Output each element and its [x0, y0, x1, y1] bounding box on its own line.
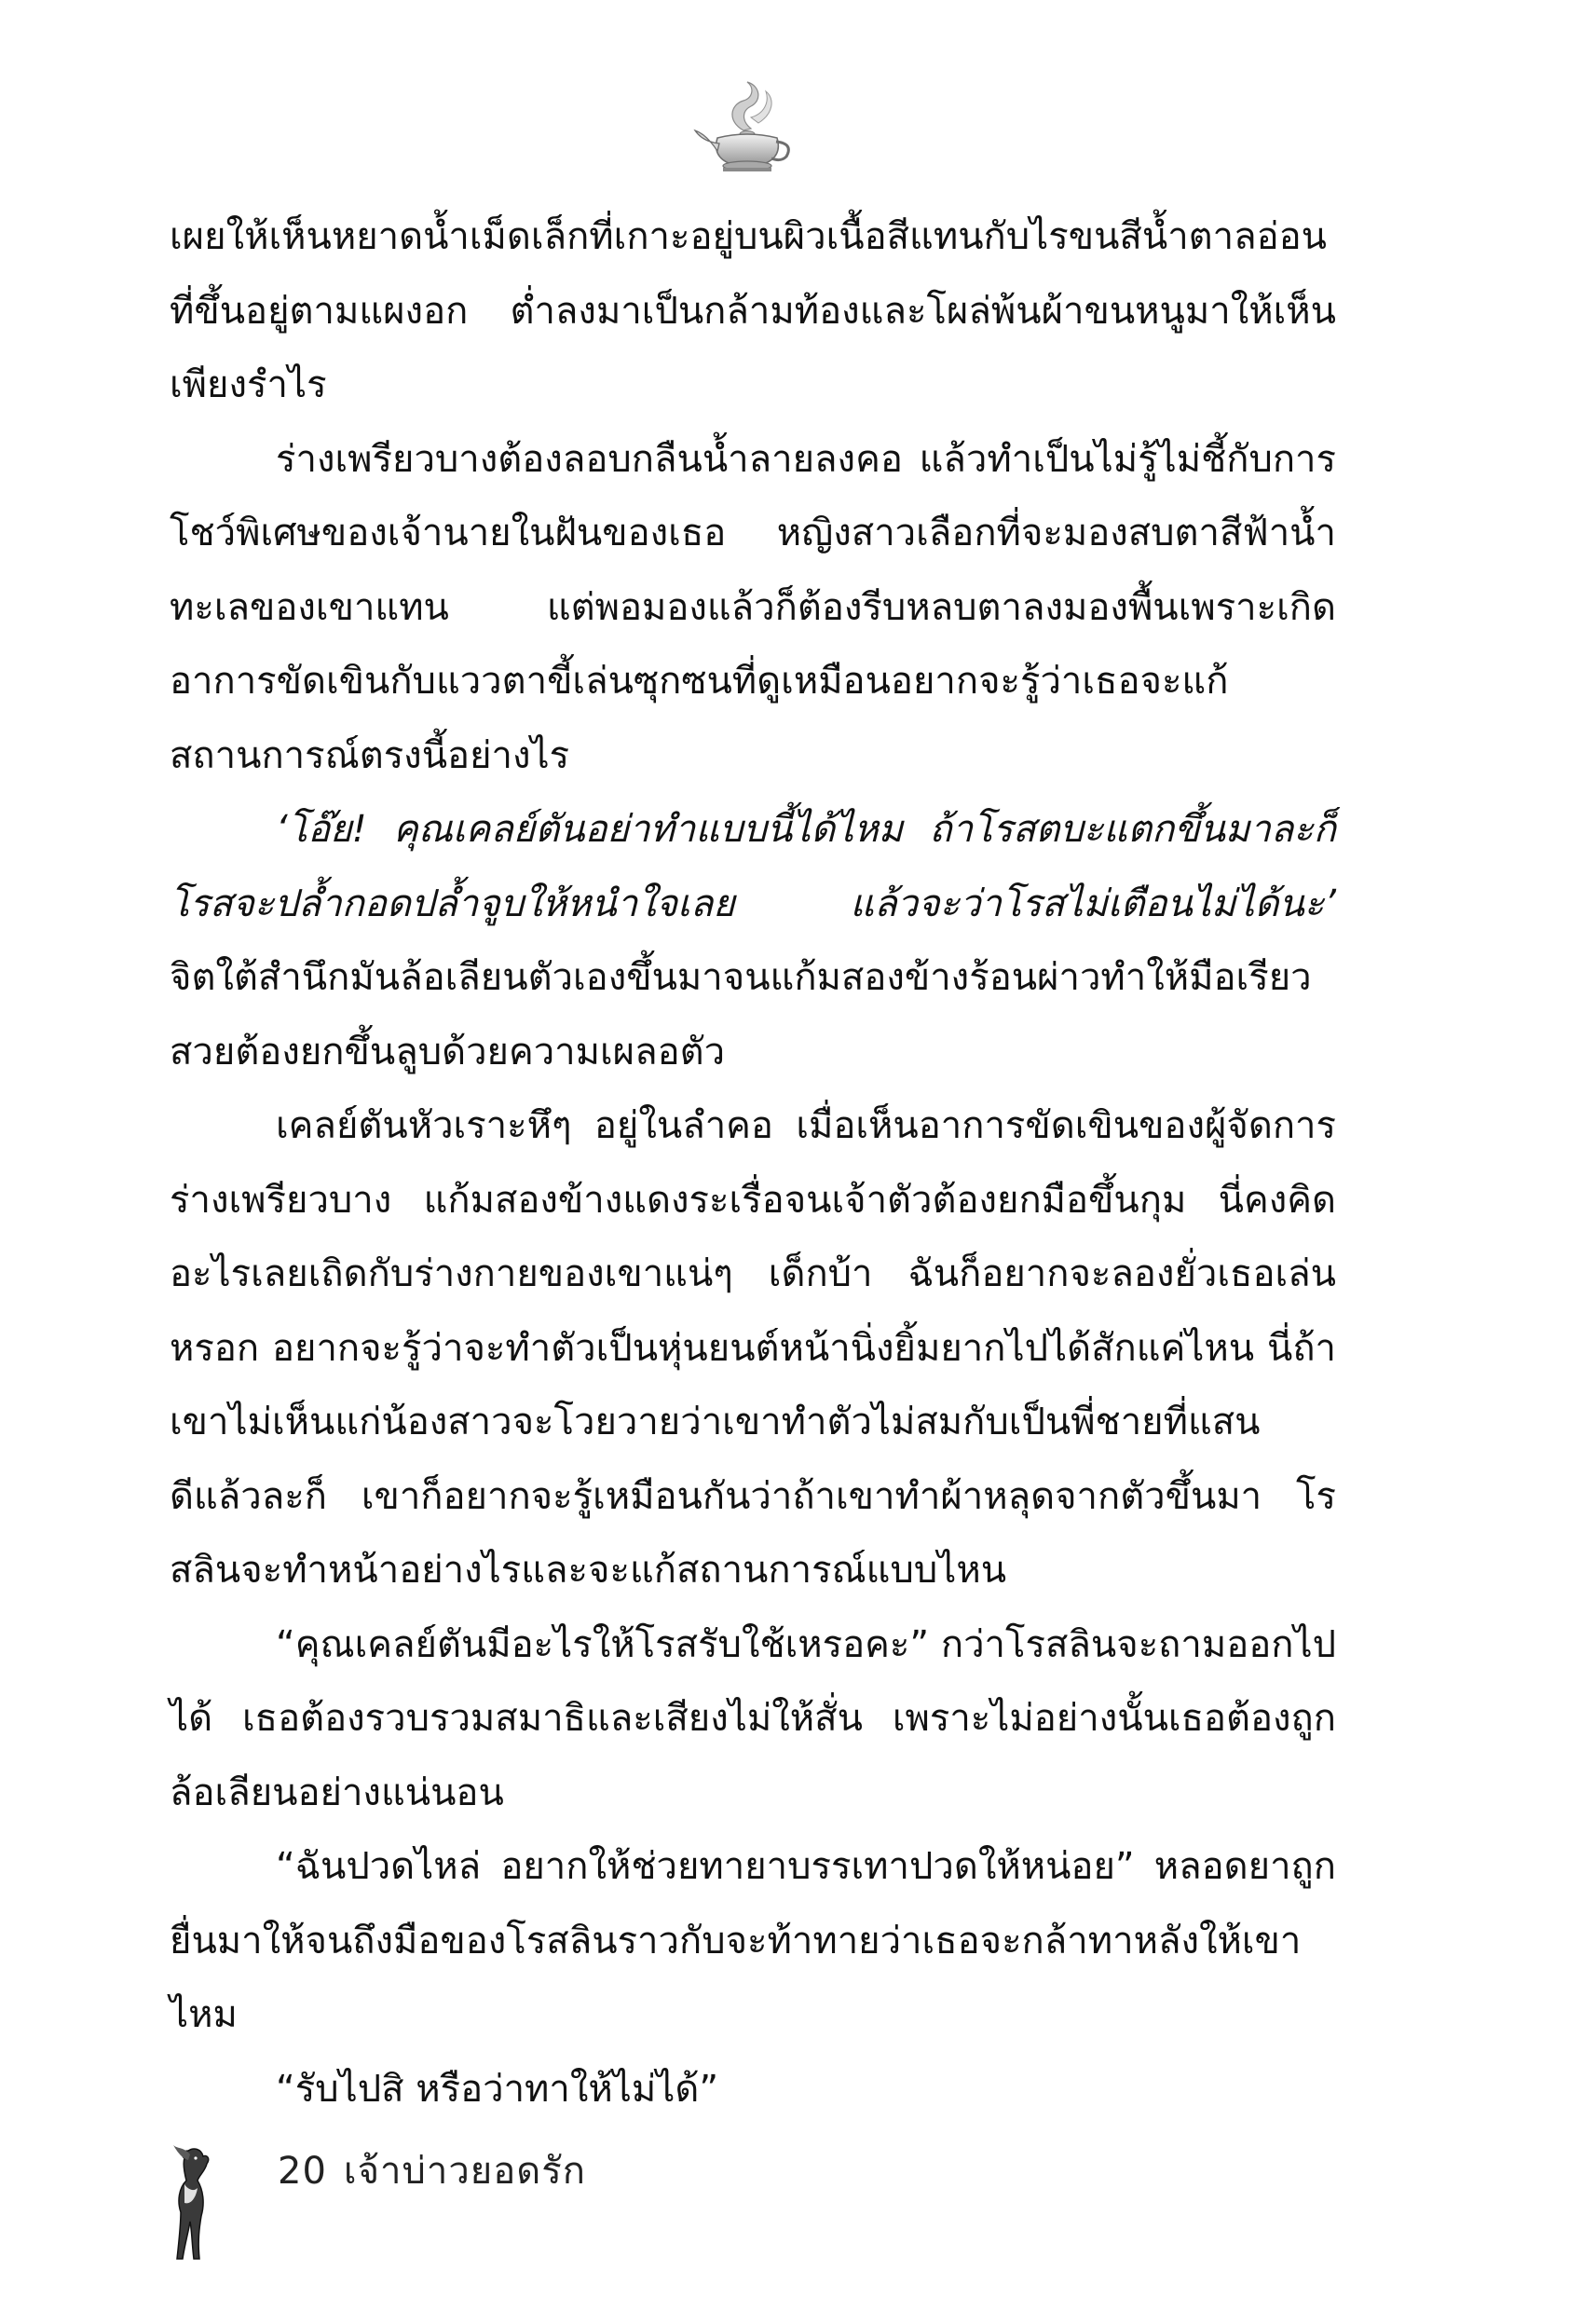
paragraph-1: เผยให้เห็นหยาดน้ำเม็ดเล็กที่เกาะอยู่บนผิวเนื้อสีแทนกับไรขนสีน้ำตาลอ่อนที่ขึ้นอยู่ตามแผงอก ต่ำลงมาเป็นกล้ามท้องและโผล่พ้นผ้าขนหนูมาให้เห็นเพียงรำไร: [170, 215, 1336, 406]
paragraph-5: “คุณเคลย์ตันมีอะไรให้โรสรับใช้เหรอคะ” กว่าโรสลินจะถามออกไปได้ เธอต้องรวบรวมสมาธิและเสียงไม่ให้สั่น เพราะไม่อย่างนั้นเธอต้องถูกล้อเลียนอย่างแน่นอน: [170, 1622, 1336, 1814]
paragraph-7: “รับไปสิ หรือว่าทาให้ไม่ได้”: [276, 2067, 719, 2111]
paragraph-3-italic-thought: ‘โอ๊ย! คุณเคลย์ตันอย่าทำแบบนี้ได้ไหม ถ้าโรสตบะแตกขึ้นมาละก็ โรสจะปล้ำกอดปล้ำจูบให้หนำใจเลย แล้วจะว่าโรสไม่เตือนไม่ได้นะ’: [170, 808, 1336, 925]
paragraph-4: เคลย์ตันหัวเราะหึๆ อยู่ในลำคอ เมื่อเห็นอาการขัดเขินของผู้จัดการร่างเพรียวบาง แก้มสองข้างแดงระเรื่อจนเจ้าตัวต้องยกมือขึ้นกุม นี่คงคิดอะไรเลยเถิดกับร่างกายของเขาแน่ๆ เด็กบ้า ฉันก็อยากจะลองยั่วเธอเล่นหรอก อยากจะรู้ว่าจะทำตัวเป็นหุ่นยนต์หน้านิ่งยิ้มยากไปได้สักแค่ไหน นี่ถ้าเขาไม่เห็นแก่น้องสาวจะโวยวายว่าเขาทำตัวไม่สมกับเป็นพี่ชายที่แสนดีแล้วละก็ เขาก็อยากจะรู้เหมือนกันว่าถ้าเขาทำผ้าหลุดจากตัวขึ้นมา โรสลินจะทำหน้าอย่างไรและจะแก้สถานการณ์แบบไหน: [170, 1104, 1336, 1592]
paragraph-3: [170, 793, 1336, 1089]
body-text: [170, 200, 1336, 2126]
book-title: เจ้าบ่าวยอดรัก: [343, 2150, 586, 2193]
horse-ornament-icon: [157, 2143, 222, 2266]
paragraph-3-rest: จิตใต้สำนึกมันล้อเลียนตัวเองขึ้นมาจนแก้มสองข้างร้อนผ่าวทำให้มือเรียวสวยต้องยกขึ้นลูบด้วยความเผลอตัว: [170, 956, 1312, 1073]
page-footer: [278, 2148, 586, 2195]
teapot-ornament-icon: [689, 76, 801, 177]
paragraph-2: ร่างเพรียวบางต้องลอบกลืนน้ำลายลงคอ แล้วทำเป็นไม่รู้ไม่ชี้กับการโชว์พิเศษของเจ้านายในฝันของเธอ หญิงสาวเลือกที่จะมองสบตาสีฟ้าน้ำทะเลของเขาแทน แต่พอมองแล้วก็ต้องรีบหลบตาลงมองพื้นเพราะเกิดอาการขัดเขินกับแววตาขี้เล่นซุกซนที่ดูเหมือนอยากจะรู้ว่าเธอจะแก้สถานการณ์ตรงนี้อย่างไร: [170, 437, 1336, 777]
page-number: 20: [278, 2150, 327, 2193]
paragraph-6: “ฉันปวดไหล่ อยากให้ช่วยทายาบรรเทาปวดให้หน่อย” หลอดยาถูกยื่นมาให้จนถึงมือของโรสลินราวกับจะท้าทายว่าเธอจะกล้าทาหลังให้เขาไหม: [170, 1845, 1336, 2036]
